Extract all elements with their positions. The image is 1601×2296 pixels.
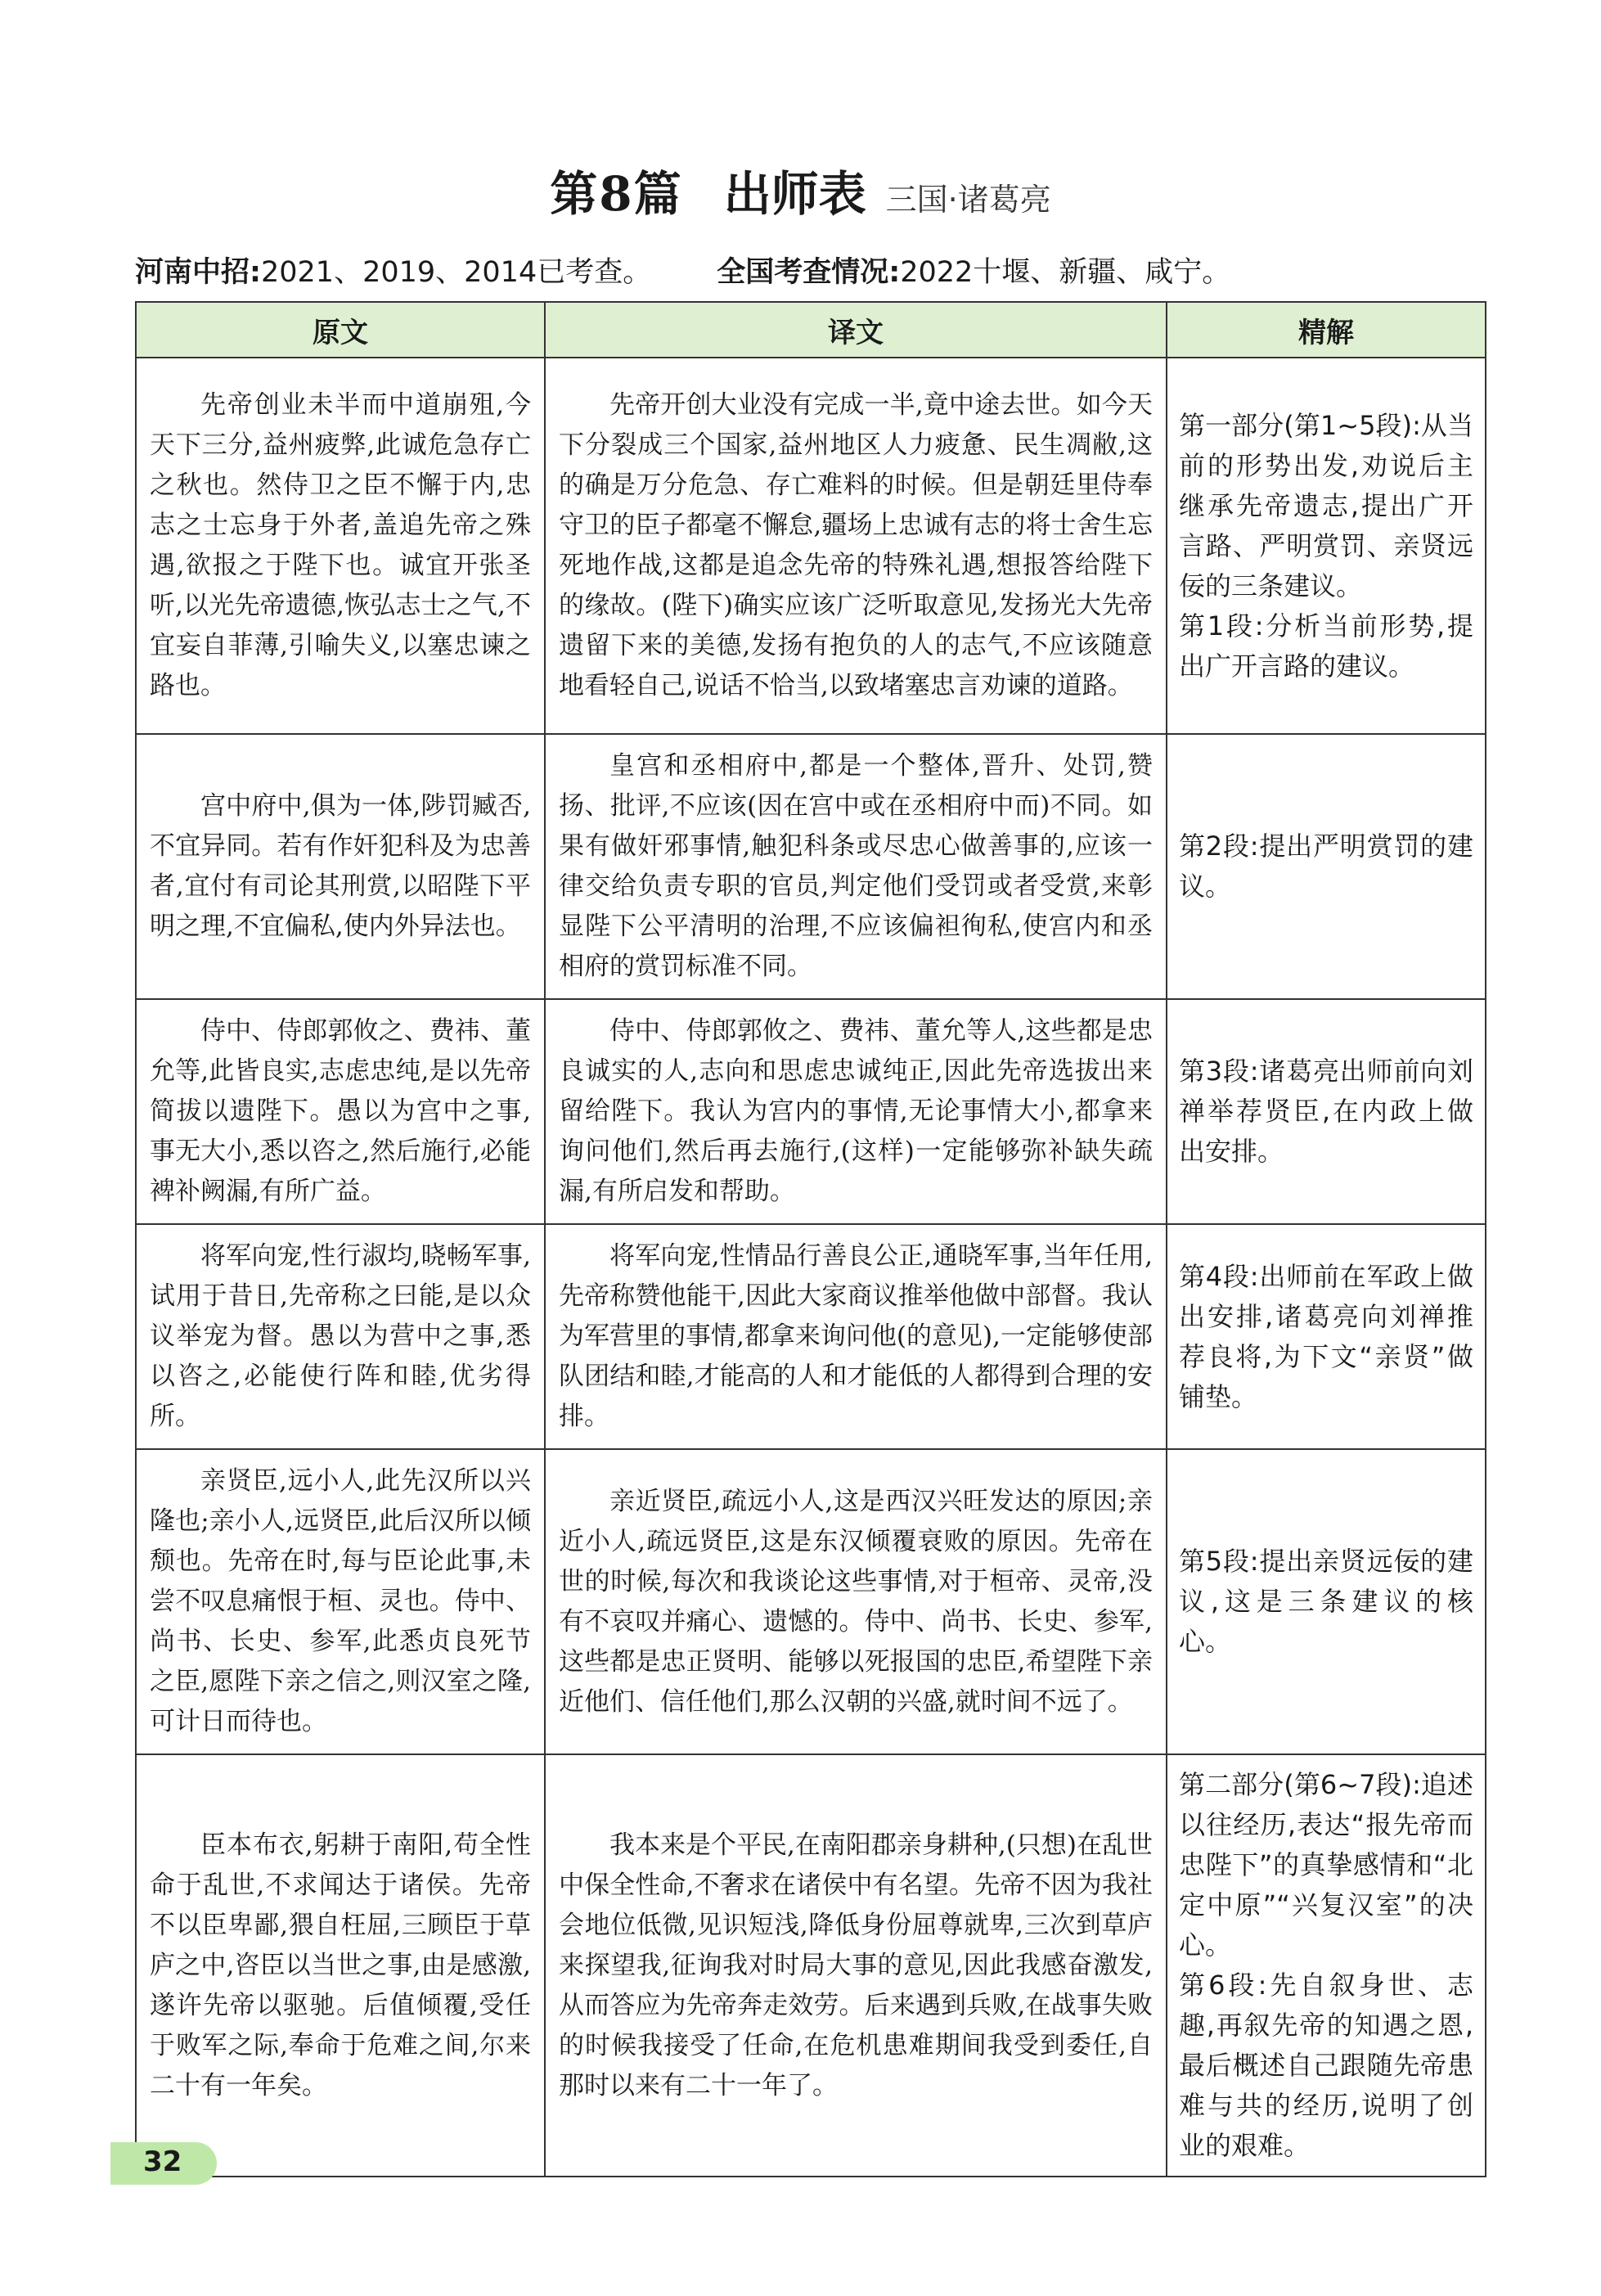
chapter-author: 三国·诸葛亮 xyxy=(885,182,1051,218)
header-analysis: 精解 xyxy=(1167,302,1486,358)
table-row xyxy=(136,999,1486,1224)
table-row xyxy=(136,1224,1486,1449)
original-cell: 臣本布衣,躬耕于南阳,苟全性命于乱世,不求闻达于诸侯。先帝不以臣卑鄙,猥自枉屈,三顾臣于草庐之中,咨臣以当世之事,由是感激,遂许先帝以驱驰。后值倾覆,受任于败军之际,奉命于危难之间,尔来二十有一年矣。 xyxy=(136,1754,545,2177)
national-exam-label: 全国考查情况: xyxy=(717,256,901,289)
table-row xyxy=(136,1449,1486,1754)
translation-cell: 侍中、侍郎郭攸之、费祎、董允等人,这些都是忠良诚实的人,志向和思虑忠诚纯正,因此先帝选拔出来留给陛下。我认为宫内的事情,无论事情大小,都拿来询问他们,然后再去施行,(这样)一定能够弥补缺失疏漏,有所启发和帮助。 xyxy=(545,999,1167,1224)
analysis-cell: 第二部分(第6~7段):追述以往经历,表达“报先帝而忠陛下”的真挚感情和“北定中原”“兴复汉室”的决心。 第6段:先自叙身世、志趣,再叙先帝的知遇之恩,最后概述自己跟随先帝患难与共的经历,说明了创业的艰难。 xyxy=(1167,1754,1486,2177)
henan-exam-label: 河南中招: xyxy=(135,256,261,289)
chapter-title: 出师表 xyxy=(723,166,866,222)
table-header-row xyxy=(136,302,1486,358)
exam-info xyxy=(135,250,1485,290)
original-cell: 侍中、侍郎郭攸之、费祎、董允等,此皆良实,志虑忠纯,是以先帝简拔以遗陛下。愚以为宫中之事,事无大小,悉以咨之,然后施行,必能裨补阙漏,有所广益。 xyxy=(136,999,545,1224)
original-cell: 宫中府中,俱为一体,陟罚臧否,不宜异同。若有作奸犯科及为忠善者,宜付有司论其刑赏,以昭陛下平明之理,不宜偏私,使内外异法也。 xyxy=(136,734,545,999)
analysis-cell: 第5段:提出亲贤远佞的建议,这是三条建议的核心。 xyxy=(1167,1449,1486,1754)
translation-cell: 先帝开创大业没有完成一半,竟中途去世。如今天下分裂成三个国家,益州地区人力疲惫、民生凋敝,这的确是万分危急、存亡难料的时候。但是朝廷里侍奉守卫的臣子都毫不懈怠,疆场上忠诚有志的将士舍生忘死地作战,这都是追念先帝的特殊礼遇,想报答给陛下的缘故。(陛下)确实应该广泛听取意见,发扬光大先帝遗留下来的美德,发扬有抱负的人的志气,不应该随意地看轻自己,说话不恰当,以致堵塞忠言劝谏的道路。 xyxy=(545,358,1167,734)
page-title xyxy=(0,155,1601,224)
analysis-cell: 第2段:提出严明赏罚的建议。 xyxy=(1167,734,1486,999)
table-row xyxy=(136,734,1486,999)
translation-cell: 我本来是个平民,在南阳郡亲身耕种,(只想)在乱世中保全性命,不奢求在诸侯中有名望。先帝不因为我社会地位低微,见识短浅,降低身份屈尊就卑,三次到草庐来探望我,征询我对时局大事的意见,因此我感奋激发,从而答应为先帝奔走效劳。后来遇到兵败,在战事失败的时候我接受了任命,在危机患难期间我受到委任,自那时以来有二十一年了。 xyxy=(545,1754,1167,2177)
analysis-cell: 第4段:出师前在军政上做出安排,诸葛亮向刘禅推荐良将,为下文“亲贤”做铺垫。 xyxy=(1167,1224,1486,1449)
analysis-cell: 第一部分(第1~5段):从当前的形势出发,劝说后主继承先帝遗志,提出广开言路、严明赏罚、亲贤远佞的三条建议。 第1段:分析当前形势,提出广开言路的建议。 xyxy=(1167,358,1486,734)
original-cell: 先帝创业未半而中道崩殂,今天下三分,益州疲弊,此诚危急存亡之秋也。然侍卫之臣不懈于内,忠志之士忘身于外者,盖追先帝之殊遇,欲报之于陛下也。诚宜开张圣听,以光先帝遗德,恢弘志士之气,不宜妄自菲薄,引喻失义,以塞忠谏之路也。 xyxy=(136,358,545,734)
henan-exam-text: 2021、2019、2014已考查。 xyxy=(261,256,652,289)
header-translation: 译文 xyxy=(545,302,1167,358)
translation-table xyxy=(135,301,1486,2177)
translation-cell: 皇宫和丞相府中,都是一个整体,晋升、处罚,赞扬、批评,不应该(因在宫中或在丞相府中而)不同。如果有做奸邪事情,触犯科条或尽忠心做善事的,应该一律交给负责专职的官员,判定他们受罚或者受赏,来彰显陛下公平清明的治理,不应该偏袒徇私,使宫内和丞相府的赏罚标准不同。 xyxy=(545,734,1167,999)
translation-cell: 将军向宠,性情品行善良公正,通晓军事,当年任用,先帝称赞他能干,因此大家商议推举他做中部督。我认为军营里的事情,都拿来询问他(的意见),一定能够使部队团结和睦,才能高的人和才能低的人都得到合理的安排。 xyxy=(545,1224,1167,1449)
translation-cell: 亲近贤臣,疏远小人,这是西汉兴旺发达的原因;亲近小人,疏远贤臣,这是东汉倾覆衰败的原因。先帝在世的时候,每次和我谈论这些事情,对于桓帝、灵帝,没有不哀叹并痛心、遗憾的。侍中、尚书、长史、参军,这些都是忠正贤明、能够以死报国的忠臣,希望陛下亲近他们、信任他们,那么汉朝的兴盛,就时间不远了。 xyxy=(545,1449,1167,1754)
original-cell: 亲贤臣,远小人,此先汉所以兴隆也;亲小人,远贤臣,此后汉所以倾颓也。先帝在时,每与臣论此事,未尝不叹息痛恨于桓、灵也。侍中、尚书、长史、参军,此悉贞良死节之臣,愿陛下亲之信之,则汉室之隆,可计日而待也。 xyxy=(136,1449,545,1754)
page-number: 32 xyxy=(143,2145,182,2178)
chapter-number: 第8篇 xyxy=(550,166,683,222)
analysis-cell: 第3段:诸葛亮出师前向刘禅举荐贤臣,在内政上做出安排。 xyxy=(1167,999,1486,1224)
page-number-tab xyxy=(110,2142,217,2185)
original-cell: 将军向宠,性行淑均,晓畅军事,试用于昔日,先帝称之曰能,是以众议举宠为督。愚以为营中之事,悉以咨之,必能使行阵和睦,优劣得所。 xyxy=(136,1224,545,1449)
table-row xyxy=(136,1754,1486,2177)
header-original: 原文 xyxy=(136,302,545,358)
table-row xyxy=(136,358,1486,734)
national-exam-text: 2022十堰、新疆、咸宁。 xyxy=(900,256,1231,289)
